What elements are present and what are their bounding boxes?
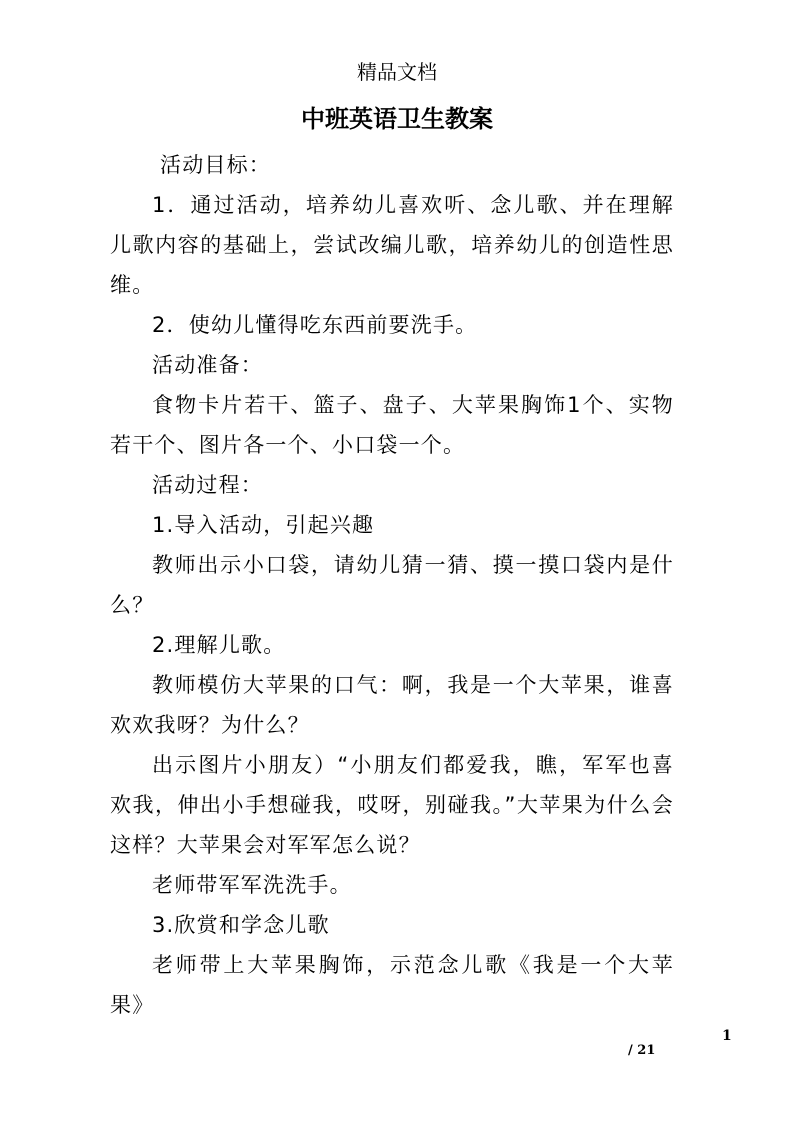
page-number: 1 [722,1028,732,1044]
section-heading-objectives: 活动目标： [160,153,271,177]
paragraph: 老师带军军洗洗手。 [152,873,352,897]
step-heading: 3.欣赏和学念儿歌 [152,913,330,937]
paragraph: 食物卡片若干、篮子、盘子、大苹果胸饰1个、实物若干个、图片各一个、小口袋一个。 [110,393,674,457]
paragraph: 老师带上大苹果胸饰，示范念儿歌《我是一个大苹果》 [110,953,674,1017]
document-header: 精品文档 [357,60,437,84]
page-title: 中班英语卫生教案 [301,104,493,133]
section-heading-preparation: 活动准备： [152,353,263,377]
document-body [110,145,674,1025]
page-total: / 21 [628,1043,656,1058]
paragraph: 教师出示小口袋，请幼儿猜一猜、摸一摸口袋内是什么？ [110,553,674,617]
paragraph: 1．通过活动，培养幼儿喜欢听、念儿歌、并在理解儿歌内容的基础上，尝试改编儿歌，培养幼儿的创造性思维。 [110,193,674,297]
paragraph: 教师模仿大苹果的口气：啊，我是一个大苹果，谁喜欢欢我呀？为什么？ [110,673,674,737]
paragraph: 2．使幼儿懂得吃东西前要洗手。 [152,313,478,337]
paragraph: 出示图片小朋友）“小朋友们都爱我，瞧，军军也喜欢我，伸出小手想碰我，哎呀，别碰我。”大苹果为什么会这样？大苹果会对军军怎么说？ [110,753,674,857]
step-heading: 2.理解儿歌。 [152,633,286,657]
step-heading: 1.导入活动，引起兴趣 [152,513,375,537]
section-heading-process: 活动过程： [152,473,263,497]
